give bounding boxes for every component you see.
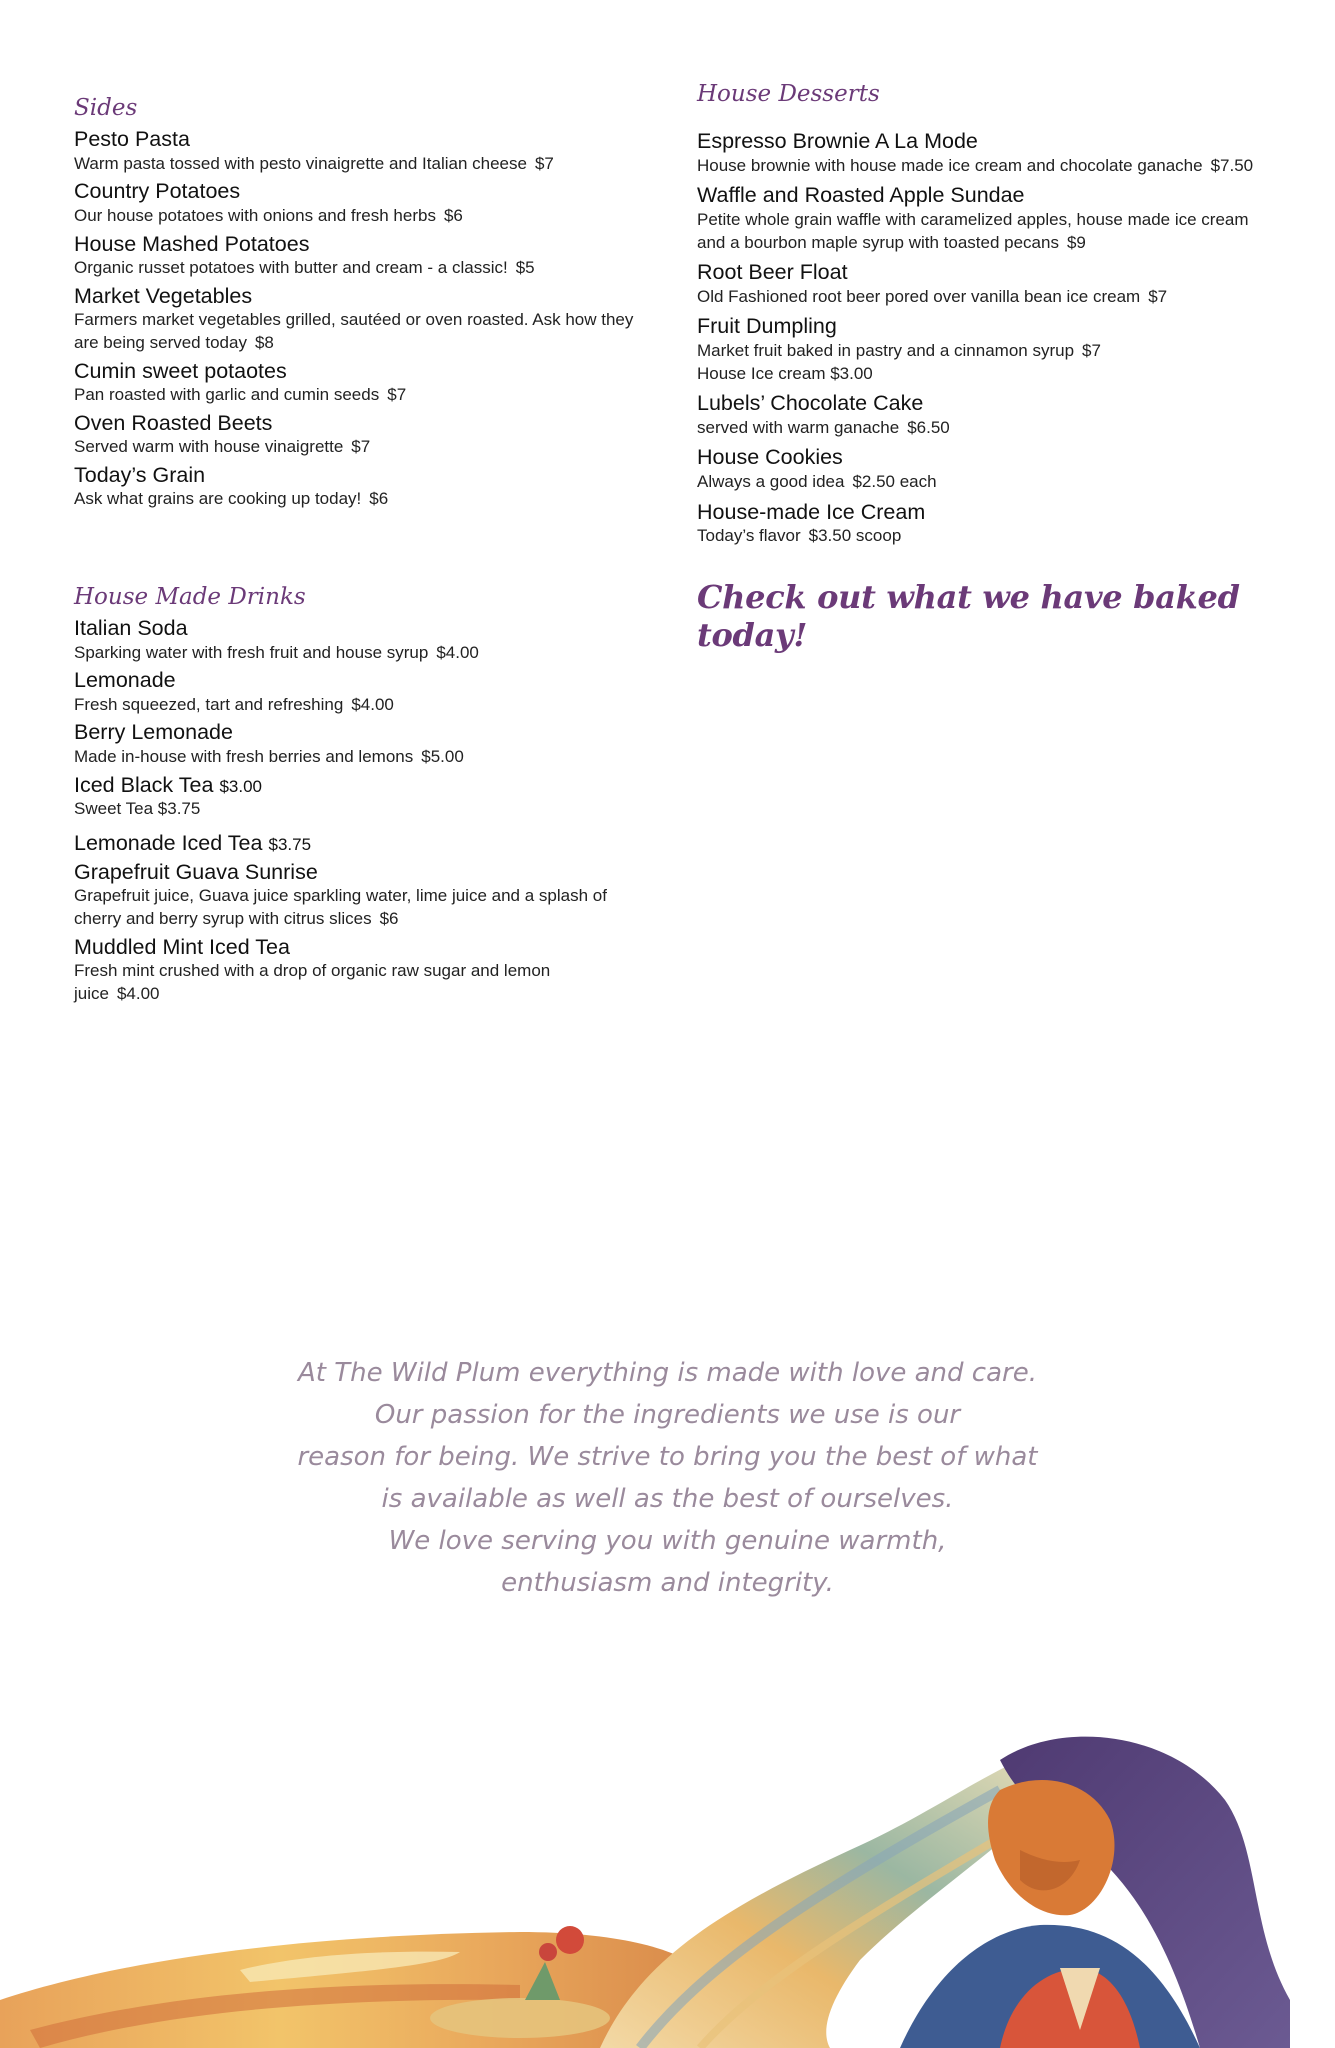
item-desc bbox=[74, 153, 634, 176]
item-desc-text: Farmers market vegetables grilled, sautéed or oven roasted. Ask how they are being served today bbox=[74, 310, 634, 352]
menu-item bbox=[74, 284, 634, 355]
item-desc bbox=[74, 436, 634, 459]
item-name: Muddled Mint Iced Tea bbox=[74, 934, 290, 959]
item-desc bbox=[697, 286, 1277, 309]
item-desc bbox=[74, 885, 634, 931]
item-desc bbox=[74, 960, 634, 1006]
menu-item bbox=[697, 260, 1277, 308]
item-desc bbox=[697, 525, 1277, 548]
item-name bbox=[74, 831, 634, 856]
item-name: Pesto Pasta bbox=[74, 127, 190, 152]
item-price: $3.75 bbox=[268, 834, 312, 854]
item-name bbox=[74, 773, 634, 798]
mural-plate bbox=[430, 1998, 610, 2038]
item-desc-text: Pan roasted with garlic and cumin seeds bbox=[74, 384, 380, 404]
baked-today-callout: Check out what we have baked today! bbox=[697, 577, 1240, 654]
item-name: House Mashed Potatoes bbox=[74, 231, 310, 256]
item-desc bbox=[74, 642, 634, 665]
item-price: $6 bbox=[369, 489, 389, 509]
item-price: $6.50 bbox=[907, 417, 950, 437]
menu-item bbox=[74, 463, 634, 511]
item-desc-text: Market fruit baked in pastry and a cinnamon syrup bbox=[697, 340, 1075, 360]
mural-flower bbox=[539, 1943, 557, 1961]
item-desc: Sweet Tea $3.75 bbox=[74, 798, 201, 818]
item-name: Italian Soda bbox=[74, 616, 188, 641]
item-desc-text: Petite whole grain waffle with caramelized apples, house made ice cream and a bourbon maple syrup with toasted pecans bbox=[697, 209, 1249, 252]
item-price: $5 bbox=[515, 257, 535, 277]
menu-item bbox=[697, 500, 1277, 548]
menu-item bbox=[74, 831, 634, 856]
menu-item bbox=[74, 359, 634, 407]
item-price: $7 bbox=[1148, 286, 1168, 306]
item-name: Lemonade bbox=[74, 668, 176, 693]
item-price: $7 bbox=[534, 153, 554, 173]
menu-item bbox=[74, 179, 634, 227]
left-column bbox=[74, 96, 634, 1010]
item-price: $7 bbox=[387, 384, 407, 404]
item-desc bbox=[74, 746, 634, 769]
item-price: $2.50 each bbox=[852, 471, 937, 491]
mural-flower bbox=[556, 1926, 584, 1954]
mission-line: reason for being. We strive to bring you the best of what bbox=[297, 1442, 1038, 1472]
drinks-title: House Made Drinks bbox=[74, 583, 306, 610]
mission-line: is available as well as the best of ourselves. bbox=[381, 1484, 954, 1514]
item-desc bbox=[697, 155, 1277, 178]
item-desc-text: Today’s flavor bbox=[697, 525, 801, 545]
menu-item bbox=[74, 935, 634, 1006]
item-price: $7 bbox=[1082, 340, 1101, 360]
menu-item bbox=[74, 668, 634, 716]
item-name: Espresso Brownie A La Mode bbox=[697, 129, 978, 154]
item-name: Oven Roasted Beets bbox=[74, 410, 273, 435]
menu-item bbox=[74, 773, 634, 821]
item-desc bbox=[697, 340, 1277, 363]
menu-item bbox=[697, 391, 1277, 439]
menu-item bbox=[697, 129, 1277, 177]
item-desc bbox=[697, 417, 1277, 440]
menu-item bbox=[74, 860, 634, 931]
mission-statement bbox=[200, 1352, 1135, 1604]
item-desc bbox=[74, 488, 634, 511]
section-spacer bbox=[74, 515, 634, 585]
item-desc-text: Served warm with house vinaigrette bbox=[74, 437, 344, 457]
mission-line: At The Wild Plum everything is made with love and care. bbox=[298, 1358, 1037, 1388]
item-price: $6 bbox=[379, 909, 399, 929]
item-name: Berry Lemonade bbox=[74, 720, 233, 745]
item-name: Market Vegetables bbox=[74, 283, 253, 308]
item-price: $5.00 bbox=[421, 746, 464, 766]
item-desc bbox=[74, 384, 634, 407]
mission-line: Our passion for the ingredients we use is our bbox=[374, 1400, 961, 1430]
mural-illustration bbox=[0, 1700, 1335, 2048]
item-desc-text: Fresh mint crushed with a drop of organic raw sugar and lemon juice bbox=[74, 961, 551, 1004]
item-desc bbox=[74, 257, 634, 280]
item-desc-text: served with warm ganache bbox=[697, 417, 900, 437]
item-desc-text: Our house potatoes with onions and fresh herbs bbox=[74, 205, 436, 225]
item-name-text: Iced Black Tea bbox=[74, 772, 214, 797]
item-price: $7.50 bbox=[1210, 155, 1254, 175]
item-price: $4.00 bbox=[116, 984, 160, 1004]
item-desc-text: Organic russet potatoes with butter and cream - a classic! bbox=[74, 257, 508, 277]
menu-item bbox=[697, 183, 1277, 254]
item-price: $4.00 bbox=[436, 642, 479, 662]
menu-item bbox=[697, 314, 1277, 385]
item-name: Country Potatoes bbox=[74, 179, 241, 204]
item-desc-text: Old Fashioned root beer pored over vanilla bean ice cream bbox=[697, 286, 1141, 306]
item-price: $9 bbox=[1066, 232, 1086, 252]
menu-item bbox=[74, 232, 634, 280]
item-name: Cumin sweet potaotes bbox=[74, 358, 287, 383]
item-desc-text: Fresh squeezed, tart and refreshing bbox=[74, 694, 344, 714]
item-name: Lubels’ Chocolate Cake bbox=[697, 391, 924, 416]
item-desc bbox=[697, 471, 1277, 494]
item-desc-text: Warm pasta tossed with pesto vinaigrette and Italian cheese bbox=[74, 153, 527, 173]
item-desc-text: House brownie with house made ice cream and chocolate ganache bbox=[697, 155, 1203, 175]
item-name: Today’s Grain bbox=[74, 462, 206, 487]
menu-item bbox=[74, 720, 634, 768]
right-column bbox=[697, 82, 1277, 654]
item-name-text: Lemonade Iced Tea bbox=[74, 830, 263, 855]
mission-line: We love serving you with genuine warmth, bbox=[388, 1526, 947, 1556]
desserts-title: House Desserts bbox=[697, 81, 880, 107]
item-desc-text: Ask what grains are cooking up today! bbox=[74, 489, 362, 509]
item-name: Grapefruit Guava Sunrise bbox=[74, 860, 318, 885]
mission-line: enthusiasm and integrity. bbox=[501, 1568, 834, 1598]
item-name: House-made Ice Cream bbox=[697, 499, 926, 524]
item-desc-text: Grapefruit juice, Guava juice sparkling water, lime juice and a splash of cherry and berry syrup with citrus slices bbox=[74, 886, 607, 929]
item-price: $3.50 scoop bbox=[808, 525, 902, 545]
item-desc bbox=[697, 209, 1277, 255]
item-price: $7 bbox=[351, 437, 371, 457]
item-name: Waffle and Roasted Apple Sundae bbox=[697, 183, 1025, 208]
item-price: $8 bbox=[254, 332, 274, 352]
item-price: $6 bbox=[443, 205, 463, 225]
sides-title: Sides bbox=[74, 95, 138, 121]
item-name: Root Beer Float bbox=[697, 260, 848, 285]
menu-item bbox=[74, 411, 634, 459]
item-name: Fruit Dumpling bbox=[697, 314, 837, 339]
menu-item bbox=[697, 445, 1277, 493]
item-name: House Cookies bbox=[697, 445, 843, 470]
item-desc bbox=[74, 205, 634, 228]
item-price: $4.00 bbox=[351, 694, 394, 714]
menu-item bbox=[74, 127, 634, 175]
item-desc-text: Always a good idea bbox=[697, 471, 845, 491]
item-desc bbox=[74, 309, 634, 355]
item-extra: House Ice cream $3.00 bbox=[697, 363, 873, 383]
item-desc-text: Made in-house with fresh berries and lemons bbox=[74, 746, 414, 766]
menu-item bbox=[74, 616, 634, 664]
item-desc-text: Sparking water with fresh fruit and house syrup bbox=[74, 642, 429, 662]
item-price: $3.00 bbox=[219, 776, 262, 796]
item-desc bbox=[74, 694, 634, 717]
